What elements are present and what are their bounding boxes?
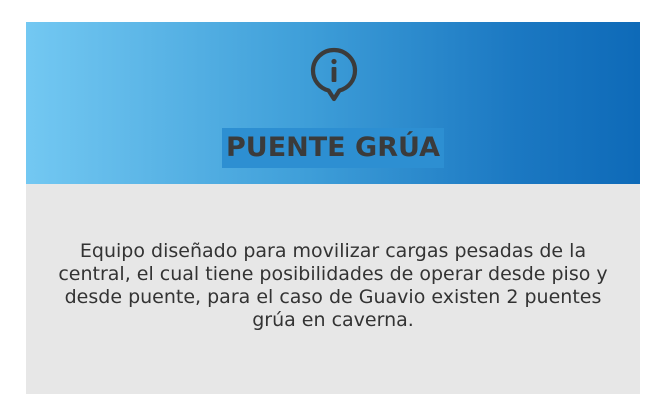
card-title: PUENTE GRÚA (222, 128, 444, 168)
title-wrapper (26, 128, 640, 168)
card-description: Equipo diseñado para movilizar cargas pesadas de la central, el cual tiene posibilidades de operar desde piso y desde puente, para el caso de Guavio existen 2 puentes grúa en caverna. (58, 240, 608, 331)
info-card (26, 22, 640, 394)
info-pin-icon (309, 46, 359, 104)
card-header (26, 22, 640, 184)
